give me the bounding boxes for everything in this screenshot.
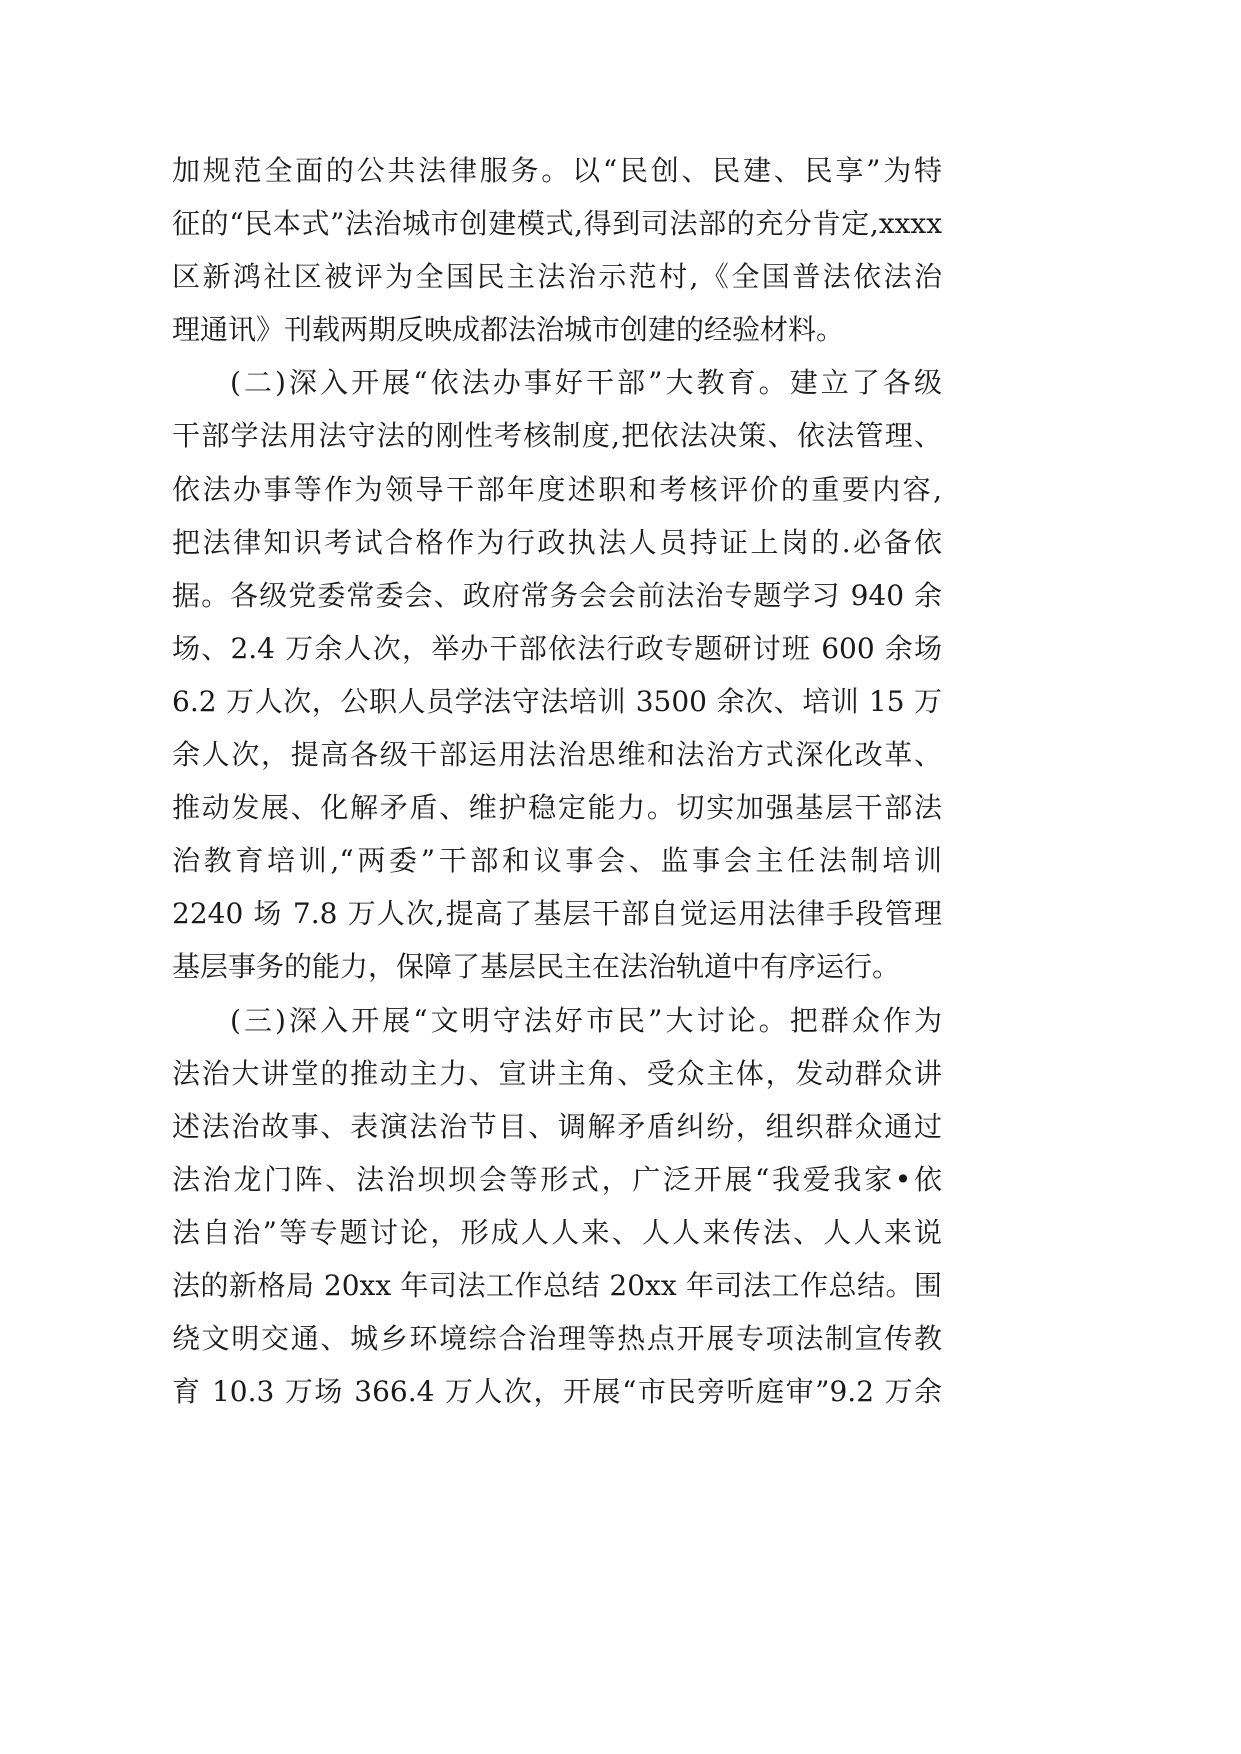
text-line: (三)深入开展“文明守法好市民”大讨论。把群众作为 bbox=[230, 1003, 942, 1037]
text-line: 据。各级党委常委会、政府常务会会前法治专题学习 940 余 bbox=[172, 578, 942, 612]
text-line: 余人次，提高各级干部运用法治思维和法治方式深化改革、 bbox=[172, 738, 942, 772]
text-line: (二)深入开展“依法办事好干部”大教育。建立了各级 bbox=[230, 366, 942, 400]
paragraph bbox=[172, 144, 942, 356]
text-line: 基层事务的能力，保障了基层民主在法治轨道中有序运行。 bbox=[172, 950, 901, 984]
text-line: 法治龙门阵、法治坝坝会等形式，广泛开展“我爱我家•依 bbox=[172, 1162, 942, 1196]
paragraph bbox=[172, 356, 942, 993]
text-line: 干部学法用法守法的刚性考核制度,把依法决策、依法管理、 bbox=[172, 419, 942, 453]
text-line: 绕文明交通、城乡环境综合治理等热点开展专项法制宣传教 bbox=[172, 1322, 942, 1356]
text-line: 区新鸿社区被评为全国民主法治示范村,《全国普法依法治 bbox=[172, 260, 942, 294]
text-line: 育 10.3 万场 366.4 万人次，开展“市民旁听庭审”9.2 万余 bbox=[172, 1375, 942, 1409]
text-line: 治教育培训,“两委”干部和议事会、监事会主任法制培训 bbox=[172, 844, 942, 878]
text-line: 征的“民本式”法治城市创建模式,得到司法部的充分肯定,xxxx bbox=[172, 207, 942, 241]
paragraph bbox=[172, 994, 942, 1419]
text-line: 法的新格局 20xx 年司法工作总结 20xx 年司法工作总结。围 bbox=[172, 1268, 942, 1302]
text-line: 场、2.4 万余人次，举办干部依法行政专题研讨班 600 余场 bbox=[172, 631, 942, 665]
text-line: 述法治故事、表演法治节目、调解矛盾纠纷，组织群众通过 bbox=[172, 1109, 942, 1143]
text-line: 法自治”等专题讨论，形成人人来、人人来传法、人人来说 bbox=[172, 1215, 942, 1249]
text-line: 法治大讲堂的推动主力、宣讲主角、受众主体，发动群众讲 bbox=[172, 1056, 942, 1090]
text-line: 6.2 万人次，公职人员学法守法培训 3500 余次、培训 15 万 bbox=[172, 684, 942, 718]
document-page bbox=[172, 144, 942, 1418]
text-line: 加规范全面的公共法律服务。以“民创、民建、民享”为特 bbox=[172, 154, 942, 187]
text-line: 把法律知识考试合格作为行政执法人员持证上岗的.必备依 bbox=[172, 525, 942, 559]
text-line: 依法办事等作为领导干部年度述职和考核评价的重要内容, bbox=[172, 472, 942, 506]
text-line: 推动发展、化解矛盾、维护稳定能力。切实加强基层干部法 bbox=[172, 791, 942, 825]
text-line: 理通讯》刊载两期反映成都法治城市创建的经验材料。 bbox=[172, 313, 845, 347]
text-line: 2240 场 7.8 万人次,提高了基层干部自觉运用法律手段管理 bbox=[172, 897, 942, 931]
